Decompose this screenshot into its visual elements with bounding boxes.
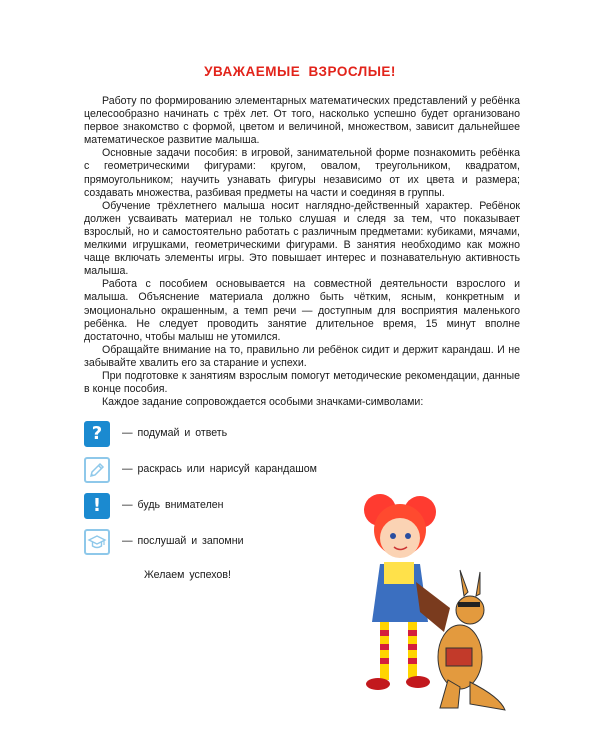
girl-and-kangaroo-illustration	[320, 482, 510, 712]
paragraph: Основные задачи пособия: в игровой, занимательной форме познакомить ребёнка с геометрическими фигурами: кругом, овалом, треугольником, квадратом, прямоугольником; научить узнавать фигуры независимо от их цвета и размера; создавать множества, разбивая предметы на части и соединяя в группы.	[84, 147, 520, 199]
kangaroo-illustration	[438, 570, 505, 710]
legend-label: — будь внимателен	[122, 499, 224, 511]
closing-wish: Желаем успехов!	[144, 569, 231, 581]
page-title: УВАЖАЕМЫЕ ВЗРОСЛЫЕ!	[204, 64, 396, 79]
paragraph: Работу по формированию элементарных математических представлений у ребёнка целесообразно начинать с трёх лет. От того, насколько успешно будет организовано первое знакомство с формой, цветом и величиной, множеством, зависит дальнейшее математическое развитие малыша.	[84, 95, 520, 147]
legend-item-think	[84, 421, 384, 449]
question-mark-icon: ?	[84, 421, 110, 447]
body-text	[84, 95, 520, 409]
graduation-cap-icon	[84, 529, 110, 555]
paragraph: При подготовке к занятиям взрослым помогут методические рекомендации, данные в конце пособия.	[84, 369, 520, 396]
paragraph: Обучение трёхлетнего малыша носит наглядно-действенный характер. Ребёнок должен усваивать материал не только слушая и следя за тем, что показывает взрослый, но и самостоятельно работать с различным предметами: кубиками, мячами, мелкими игрушками, геометрическими фигурами. В занятия необходимо как можно чаще включать элементы игры. Это повышает интерес и познавательную активность малыша.	[84, 199, 520, 278]
paragraph: Обращайте внимание на то, правильно ли ребёнок сидит и держит карандаш. И не забывайте хвалить его за старание и успехи.	[84, 343, 520, 369]
pencil-icon	[84, 457, 110, 483]
paragraph: Каждое задание сопровождается особыми значками-символами:	[102, 396, 424, 409]
paragraph: Работа с пособием основывается на совместной деятельности взрослого и малыша. Объяснение материала должно быть чётким, ясным, конкретным и эмоционально окрашенным, а темп речи — доступным для восприятия маленького ребёнка. Не следует проводить занятие длительное время, 15 минут вполне достаточно, чтобы малыш не утомился.	[84, 278, 520, 343]
exclamation-mark-icon: !	[84, 493, 110, 519]
legend-item-draw	[84, 457, 384, 485]
girl-illustration	[364, 494, 450, 690]
legend-label: — подумай и ответь	[122, 427, 228, 439]
legend-label: — послушай и запомни	[122, 535, 244, 547]
legend-label: — раскрась или нарисуй карандашом	[122, 463, 317, 475]
